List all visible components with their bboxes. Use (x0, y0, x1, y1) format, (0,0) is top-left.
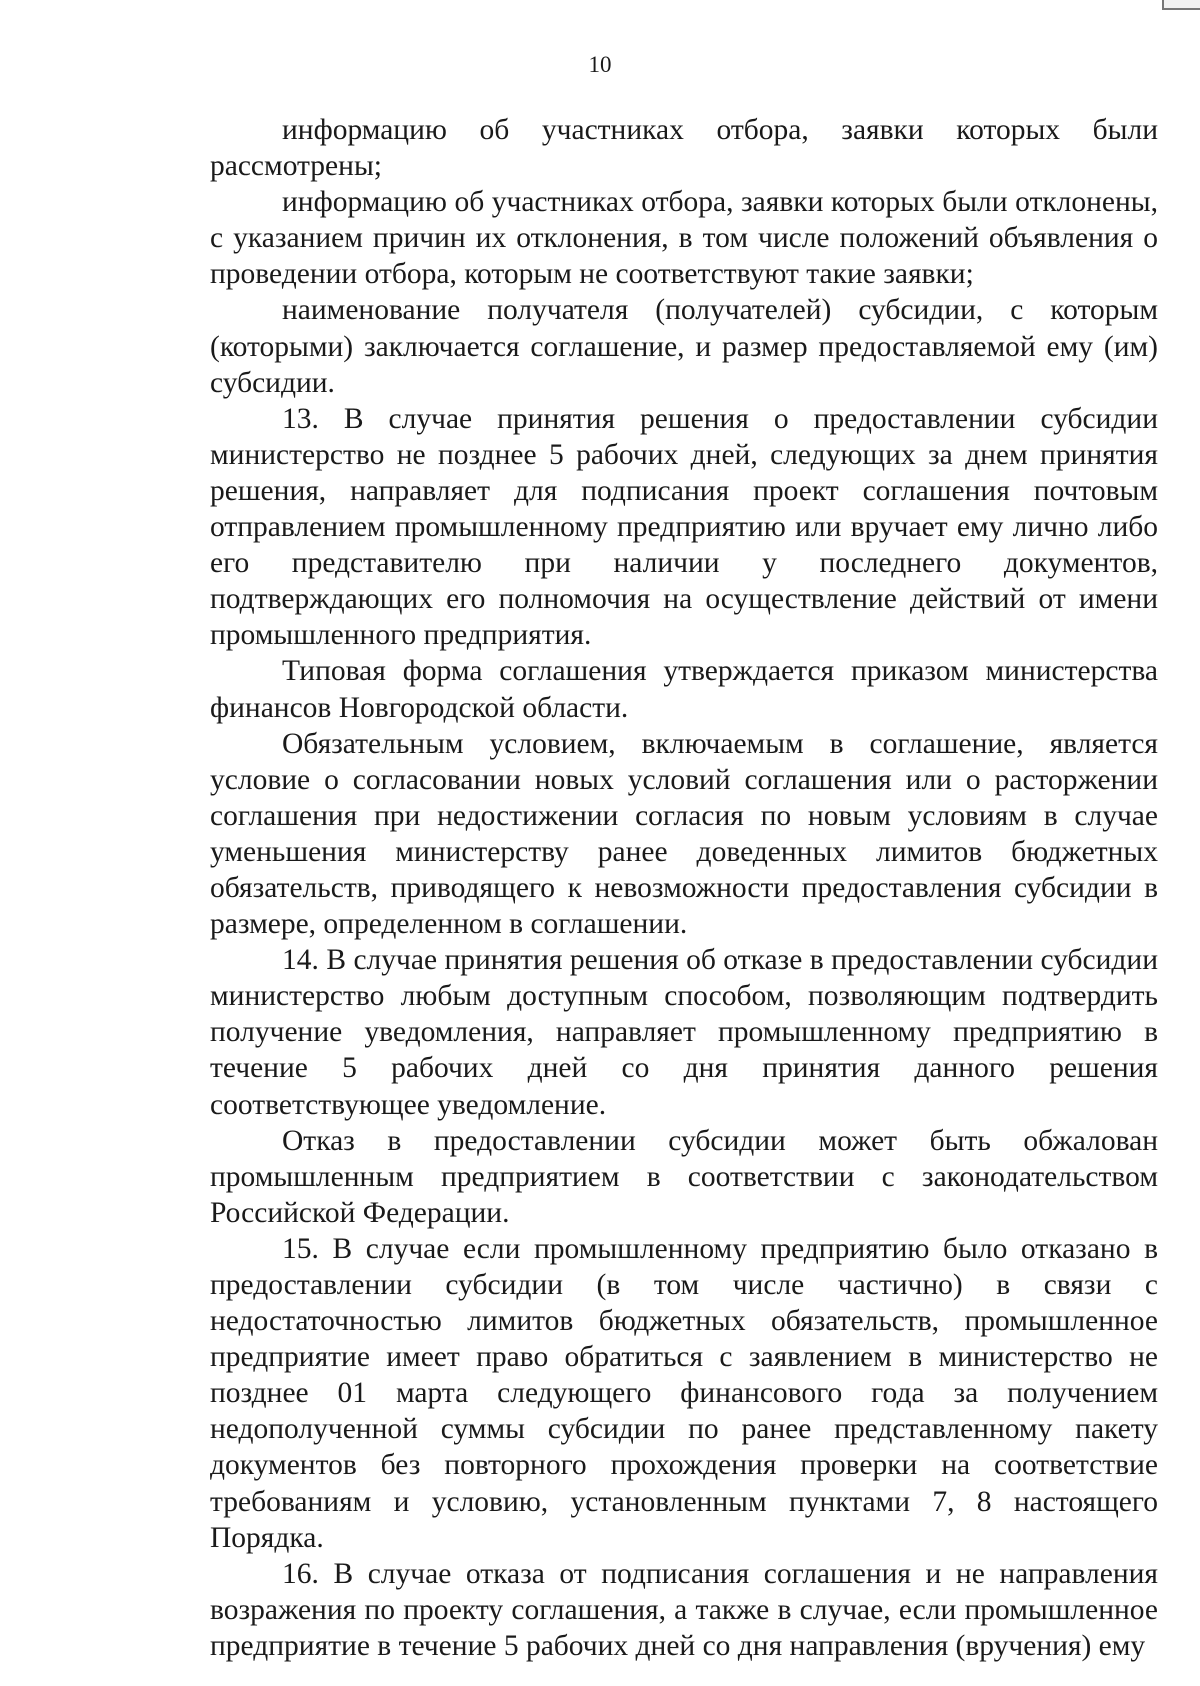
document-body (210, 112, 1158, 1664)
paragraph-mandatory-condition: Обязательным условием, включаемым в соглашение, является условие о согласовании новых условий соглашения или о расторжении соглашения при недостижении согласия по новым условиям в случае уменьшения министерству ранее доведенных лимитов бюджетных обязательств, приводящего к невозможности предоставления субсидии в размере, определенном в соглашении. (210, 727, 1158, 941)
paragraph-participants-considered: информацию об участниках отбора, заявки которых были рассмотрены; (210, 114, 1158, 183)
paragraph-item-15: 15. В случае если промышленному предприятию было отказано в предоставлении субсидии (в том числе частично) в связи с недостаточностью лимитов бюджетных обязательств, промышленное предприятие имеет право обратиться с заявлением в министерство не позднее 01 марта следующего финансового года за получением недополученной суммы субсидии по ранее представленному пакету документов без повторного прохождения проверки на соответствие требованиям и условию, установленным пунктами 7, 8 настоящего Порядка. (210, 1232, 1158, 1554)
paragraph-recipient-name: наименование получателя (получателей) субсидии, с которым (которыми) заключается соглашение, и размер предоставляемой ему (им) субсидии. (210, 294, 1158, 399)
paragraph-item-16: 16. В случае отказа от подписания соглашения и не направления возражения по проекту соглашения, а также в случае, если промышленное предприятие в течение 5 рабочих дней со дня направления (вручения) ему (210, 1557, 1158, 1662)
paragraph-standard-form: Типовая форма соглашения утверждается приказом министерства финансов Новгородской области. (210, 655, 1158, 724)
paragraph-item-13: 13. В случае принятия решения о предоставлении субсидии министерство не позднее 5 рабочих дней, следующих за днем принятия решения, направляет для подписания проект соглашения почтовым отправлением промышленному предприятию или вручает ему лично либо его представителю при наличии у последнего документов, подтверждающих его полномочия на осуществление действий от имени промышленного предприятия. (210, 402, 1158, 652)
paragraph-item-14: 14. В случае принятия решения об отказе в предоставлении субсидии министерство любым доступным способом, позволяющим подтвердить получение уведомления, направляет промышленному предприятию в течение 5 рабочих дней со дня принятия данного решения соответствующее уведомление. (210, 944, 1158, 1121)
page-number: 10 (588, 52, 612, 77)
paragraph-refusal-appeal: Отказ в предоставлении субсидии может быть обжалован промышленным предприятием в соответствии с законодательством Российской Федерации. (210, 1124, 1158, 1229)
scan-corner-mark (1162, 0, 1200, 10)
paragraph-participants-rejected: информацию об участниках отбора, заявки которых были отклонены, с указанием причин их отклонения, в том числе положений объявления о проведении отбора, которым не соответствуют такие заявки; (210, 186, 1158, 291)
